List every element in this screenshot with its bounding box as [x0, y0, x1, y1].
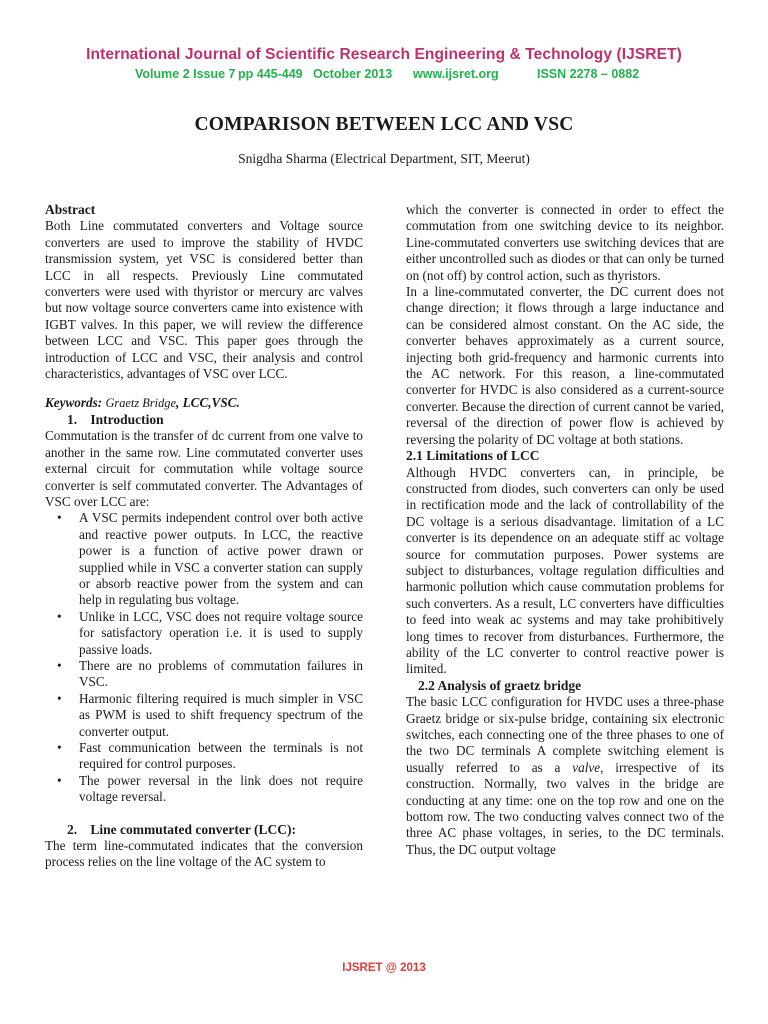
- page-footer: IJSRET @ 2013: [342, 962, 426, 974]
- journal-date: October 2013: [313, 67, 393, 81]
- keywords-rest: , LCC,VSC.: [176, 395, 240, 411]
- keywords-label: Keywords:: [45, 395, 103, 411]
- journal-website[interactable]: www.ijsret.org: [413, 67, 499, 81]
- limitations-text: Although HVDC converters can, in principle, be constructed from diodes, such converters can only be used in rectification mode and the lack of controllability of the DC voltage is a serious disadvantage. limitation of a LC converter is its dependence on an adequate stiff ac voltage source for commutation purposes. Power systems are subject to disturbances, voltage regulation difficulties and harmonic pollution which cause commutation problems for such converters. As a result, LC converters have difficulties to feed into weak ac systems and may take prohibitively long times to recover from disturbances. Furthermore, the ability of the LC converter to control reactive power is limited.: [406, 464, 724, 677]
- lcc-number: 2.: [67, 821, 78, 837]
- right-column: [406, 202, 724, 858]
- graetz-text-part-1: The basic LCC configuration for HVDC uses a three-phase Graetz bridge or six-pulse bridge, containing six electronic switches, each connecting one of the three phases to one of the two DC terminals A complete switching element is usually referred to as a: [406, 694, 724, 775]
- intro-text: Commutation is the transfer of dc current from one valve to another in the same row. Line commutated converter uses external circuit for commutation while voltage source converter is self commutated converter. The Advantages of VSC over LCC are:: [45, 428, 363, 509]
- list-item: • Unlike in LCC, VSC does not require voltage source for satisfactory operation i.e. it is used to supply passive loads.: [45, 609, 363, 658]
- abstract-text: Both Line commutated converters and Voltage source converters are used to improve the stability of HVDC transmission system, yet VSC is considered better than LCC in all respects. Previously Line commutated converters were used with thyristor or mercury arc valves but now voltage source converters came into existence with IGBT valves. In this paper, we will review the difference between LCC and VSC. This paper goes through the introduction of LCC and VSC, their analysis and control characteristics, advantages of VSC over LCC.: [45, 218, 363, 382]
- abstract-heading: Abstract: [45, 202, 96, 217]
- lcc-heading: [45, 822, 363, 838]
- graetz-text-part-2: , irrespective of its construction. Normally, two valves in the bridge are conducting at any time: one on the top row and one on the bottom row. The two conducting valves connect two of the three AC phase voltages, in series, to the DC terminals. Thus, the DC output voltage: [406, 759, 724, 857]
- intro-heading: [45, 412, 363, 428]
- journal-title: International Journal of Scientific Research Engineering & Technology (IJSRET): [86, 46, 682, 63]
- intro-number: 1.: [67, 411, 78, 427]
- valve-term: valve: [572, 759, 601, 775]
- advantages-list: [45, 510, 363, 805]
- author-line: Snigdha Sharma (Electrical Department, SIT, Meerut): [238, 151, 530, 166]
- lcc-text: The term line-commutated indicates that the conversion process relies on the line voltage of the AC system to: [45, 838, 363, 870]
- journal-issn: ISSN 2278 – 0882: [537, 67, 640, 81]
- journal-volume: Volume 2 Issue 7: [135, 67, 236, 81]
- lcc-continuation: which the converter is connected in order to effect the commutation from one switching device to its neighbor. Line-commutated converters use switching devices that are either uncontrolled such as diodes or that can only be turned on (not off) by control action, such as thyristors.: [406, 202, 724, 283]
- graetz-text: [406, 694, 724, 858]
- lcc-paragraph-2: In a line-commutated converter, the DC current does not change direction; it flows through a large inductance and can be considered almost constant. On the AC side, the converter behaves approximately as a current source, injecting both grid-frequency and harmonic currents into the AC network. For this reason, a line-commutated converter for HVDC is also considered as a current-source converter. Because the direction of current cannot be varied, reversal of the direction of power flow is achieved by reversing the polarity of DC voltage at both stations.: [406, 284, 724, 447]
- keywords: [45, 395, 363, 411]
- journal-pages: pp 445-449: [238, 67, 303, 81]
- intro-title: Introduction: [90, 411, 164, 427]
- limitations-heading: 2.1 Limitations of LCC: [406, 448, 540, 464]
- list-item: • Fast communication between the terminals is not required for control purposes.: [45, 740, 363, 773]
- keyword-graetz: Graetz Bridge: [105, 396, 177, 411]
- list-item: • A VSC permits independent control over both active and reactive power outputs. In LCC, the reactive power is a function of active power drawn or supplied while in VSC a converter station can supply or absorb reactive power from the system and can help in regulating bus voltage.: [45, 510, 363, 608]
- paper-title: COMPARISON BETWEEN LCC AND VSC: [194, 114, 574, 135]
- list-item: • The power reversal in the link does not require voltage reversal.: [45, 773, 363, 806]
- list-item: • Harmonic filtering required is much simpler in VSC as PWM is used to shift frequency spectrum of the converter output.: [45, 691, 363, 740]
- left-column: [45, 202, 363, 871]
- graetz-heading: 2.2 Analysis of graetz bridge: [418, 677, 582, 693]
- lcc-title: Line commutated converter (LCC):: [90, 821, 296, 837]
- list-item: • There are no problems of commutation failures in VSC.: [45, 658, 363, 691]
